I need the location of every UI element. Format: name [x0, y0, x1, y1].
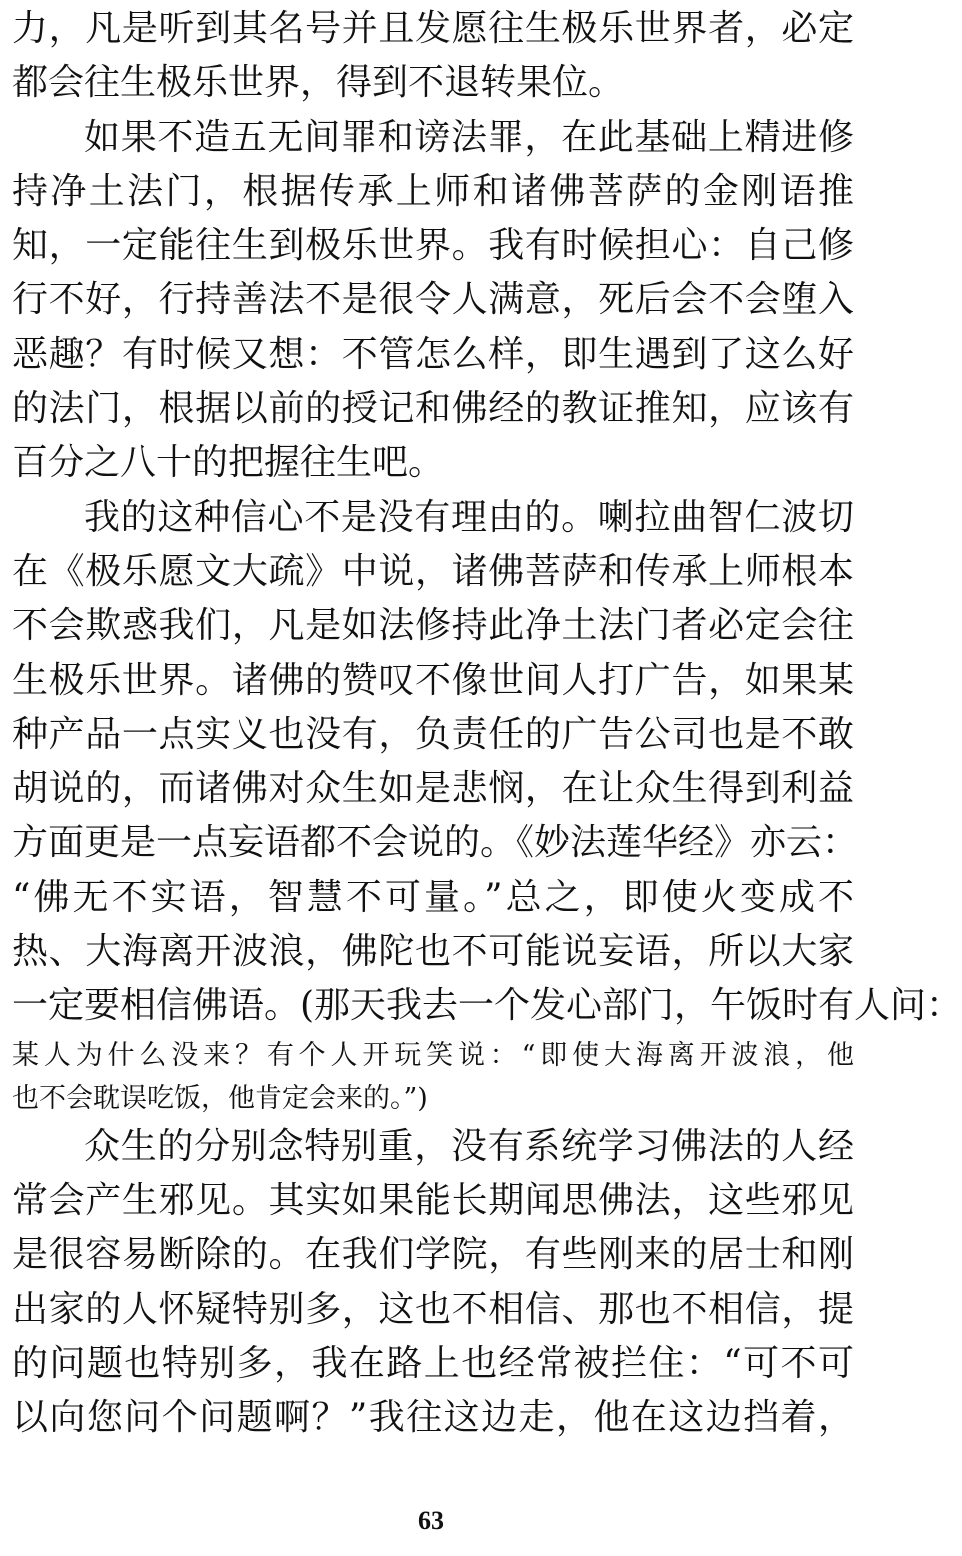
text-line: 不会欺惑我们，凡是如法修持此净土法门者必定会往 — [12, 605, 854, 647]
text-line: 常会产生邪见。其实如果能长期闻思佛法，这些邪见 — [12, 1179, 854, 1221]
text-line: 力，凡是听到其名号并且发愿往生极乐世界者，必定 — [12, 8, 854, 49]
text-line: 百分之八十的把握往生吧。 — [12, 442, 445, 484]
text-line: 方面更是一点妄语都不会说的。《妙法莲华经》亦云： — [12, 822, 859, 864]
body-text — [12, 2, 962, 1445]
text-line: 种产品一点实义也没有，负责任的广告公司也是不敢 — [12, 713, 854, 755]
text-line: 是很容易断除的。在我们学院，有些刚来的居士和刚 — [12, 1234, 854, 1276]
text-line: 的法门，根据以前的授记和佛经的教证推知，应该有 — [12, 388, 854, 430]
note-line: 某人为什么没来？有个人开玩笑说：“即使大海离开波浪，他 — [12, 1039, 854, 1071]
text-line: 行不好，行持善法不是很令人满意，死后会不会堕入 — [12, 279, 854, 321]
text-line: 一定要相信佛语。(那天我去一个发心部门，午饭时有人问： — [12, 985, 962, 1027]
text-line: 都会往生极乐世界，得到不退转果位。 — [12, 62, 625, 104]
page-number: 63 — [418, 1506, 444, 1535]
paragraph-start-line: 众生的分别念特别重，没有系统学习佛法的人经 — [84, 1125, 854, 1167]
text-line: 知，一定能往生到极乐世界。我有时候担心：自己修 — [12, 225, 854, 267]
paragraph-start-line: 如果不造五无间罪和谤法罪，在此基础上精进修 — [84, 116, 854, 158]
text-line: 的问题也特别多，我在路上也经常被拦住：“可不可 — [12, 1342, 854, 1384]
note-line: 也不会耽误吃饭，他肯定会来的。”) — [12, 1082, 428, 1114]
text-line: 胡说的，而诸佛对众生如是悲悯，在让众生得到利益 — [12, 768, 854, 810]
text-line: 以向您问个问题啊？”我往这边走，他在这边挡着， — [12, 1397, 854, 1439]
text-line: 在《极乐愿文大疏》中说，诸佛菩萨和传承上师根本 — [12, 550, 854, 592]
text-line: 持净土法门，根据传承上师和诸佛菩萨的金刚语推 — [12, 170, 854, 212]
text-line: 生极乐世界。诸佛的赞叹不像世间人打广告，如果某 — [12, 659, 854, 701]
text-line: 热、大海离开波浪，佛陀也不可能说妄语，所以大家 — [12, 931, 854, 973]
text-line: 恶趣？有时候又想：不管怎么样，即生遇到了这么好 — [12, 333, 854, 375]
text-line: 出家的人怀疑特别多，这也不相信、那也不相信，提 — [12, 1288, 854, 1330]
paragraph-start-line: 我的这种信心不是没有理由的。喇拉曲智仁波切 — [84, 496, 854, 538]
text-line: “佛无不实语，智慧不可量。”总之，即使火变成不 — [12, 876, 854, 918]
